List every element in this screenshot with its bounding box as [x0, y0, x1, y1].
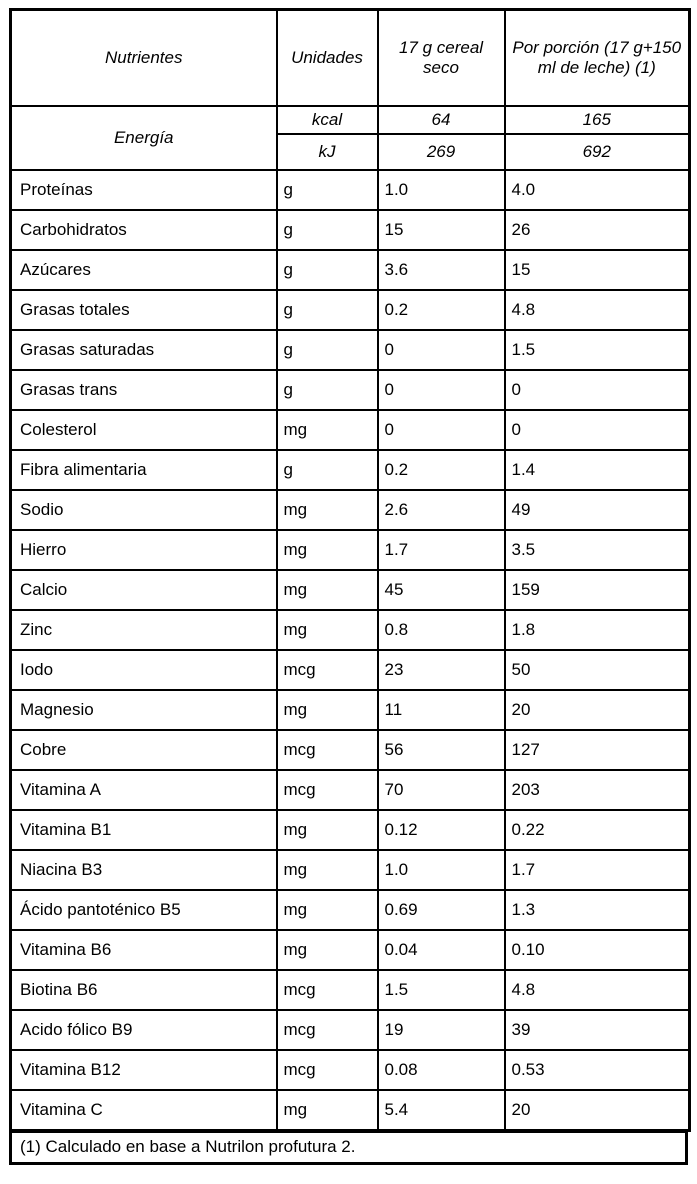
cell-portion: 4.0 — [505, 170, 690, 210]
table-row — [11, 530, 690, 570]
cell-nutrient: Zinc — [11, 610, 277, 650]
cell-unit: mg — [277, 690, 378, 730]
energy-kcal-dry: 64 — [378, 106, 505, 134]
table-row — [11, 1050, 690, 1090]
cell-unit: mg — [277, 890, 378, 930]
cell-portion: 0 — [505, 370, 690, 410]
table-row — [11, 1010, 690, 1050]
cell-unit: mcg — [277, 730, 378, 770]
cell-dry: 45 — [378, 570, 505, 610]
cell-dry: 3.6 — [378, 250, 505, 290]
cell-portion: 0.53 — [505, 1050, 690, 1090]
energy-kcal-portion: 165 — [505, 106, 690, 134]
energy-kj-dry: 269 — [378, 134, 505, 170]
cell-dry: 11 — [378, 690, 505, 730]
table-row — [11, 690, 690, 730]
table-row — [11, 450, 690, 490]
table-row — [11, 290, 690, 330]
nutrition-facts-table — [9, 8, 691, 1132]
cell-dry: 19 — [378, 1010, 505, 1050]
cell-portion: 20 — [505, 1090, 690, 1131]
energy-kj-unit: kJ — [277, 134, 378, 170]
cell-nutrient: Azúcares — [11, 250, 277, 290]
table-row — [11, 570, 690, 610]
cell-unit: g — [277, 250, 378, 290]
cell-nutrient: Magnesio — [11, 690, 277, 730]
table-row — [11, 1090, 690, 1131]
cell-nutrient: Calcio — [11, 570, 277, 610]
cell-dry: 0.2 — [378, 450, 505, 490]
cell-portion: 1.4 — [505, 450, 690, 490]
table-row — [11, 650, 690, 690]
energy-kcal-unit: kcal — [277, 106, 378, 134]
cell-portion: 159 — [505, 570, 690, 610]
cell-portion: 3.5 — [505, 530, 690, 570]
table-row — [11, 850, 690, 890]
table-row — [11, 250, 690, 290]
cell-portion: 1.5 — [505, 330, 690, 370]
cell-nutrient: Fibra alimentaria — [11, 450, 277, 490]
table-footnote: (1) Calculado en base a Nutrilon profutura 2. — [9, 1131, 688, 1165]
table-row — [11, 930, 690, 970]
cell-nutrient: Hierro — [11, 530, 277, 570]
cell-unit: g — [277, 330, 378, 370]
table-row — [11, 410, 690, 450]
cell-portion: 1.8 — [505, 610, 690, 650]
table-row — [11, 970, 690, 1010]
cell-portion: 127 — [505, 730, 690, 770]
cell-dry: 70 — [378, 770, 505, 810]
cell-unit: mcg — [277, 1010, 378, 1050]
cell-portion: 39 — [505, 1010, 690, 1050]
cell-unit: mg — [277, 930, 378, 970]
cell-dry: 1.7 — [378, 530, 505, 570]
cell-unit: mg — [277, 1090, 378, 1131]
cell-unit: mg — [277, 810, 378, 850]
cell-nutrient: Vitamina C — [11, 1090, 277, 1131]
cell-portion: 0 — [505, 410, 690, 450]
table-row — [11, 810, 690, 850]
cell-dry: 5.4 — [378, 1090, 505, 1131]
table-row — [11, 170, 690, 210]
cell-unit: mcg — [277, 1050, 378, 1090]
cell-portion: 4.8 — [505, 290, 690, 330]
cell-dry: 1.0 — [378, 170, 505, 210]
cell-dry: 0 — [378, 370, 505, 410]
cell-unit: mcg — [277, 970, 378, 1010]
cell-portion: 26 — [505, 210, 690, 250]
cell-dry: 0.08 — [378, 1050, 505, 1090]
cell-dry: 0 — [378, 410, 505, 450]
cell-dry: 0.04 — [378, 930, 505, 970]
cell-dry: 1.0 — [378, 850, 505, 890]
table-row — [11, 730, 690, 770]
cell-unit: mg — [277, 610, 378, 650]
header-unit: Unidades — [277, 10, 378, 107]
cell-unit: g — [277, 370, 378, 410]
cell-nutrient: Niacina B3 — [11, 850, 277, 890]
cell-dry: 0.2 — [378, 290, 505, 330]
cell-dry: 23 — [378, 650, 505, 690]
cell-nutrient: Acido fólico B9 — [11, 1010, 277, 1050]
cell-unit: mg — [277, 570, 378, 610]
cell-nutrient: Grasas totales — [11, 290, 277, 330]
cell-unit: mg — [277, 850, 378, 890]
table-row — [11, 890, 690, 930]
cell-unit: g — [277, 210, 378, 250]
cell-dry: 2.6 — [378, 490, 505, 530]
cell-portion: 50 — [505, 650, 690, 690]
energy-label: Energía — [11, 106, 277, 170]
cell-unit: mcg — [277, 650, 378, 690]
cell-unit: mg — [277, 490, 378, 530]
cell-unit: mg — [277, 410, 378, 450]
cell-portion: 1.7 — [505, 850, 690, 890]
cell-nutrient: Sodio — [11, 490, 277, 530]
cell-dry: 1.5 — [378, 970, 505, 1010]
cell-dry: 0.12 — [378, 810, 505, 850]
cell-portion: 4.8 — [505, 970, 690, 1010]
cell-nutrient: Cobre — [11, 730, 277, 770]
table-row-energy-kcal — [11, 106, 690, 134]
table-body — [11, 10, 690, 1131]
cell-dry: 0.8 — [378, 610, 505, 650]
header-nutrient: Nutrientes — [11, 10, 277, 107]
table-row — [11, 610, 690, 650]
cell-portion: 15 — [505, 250, 690, 290]
cell-portion: 49 — [505, 490, 690, 530]
cell-nutrient: Vitamina B1 — [11, 810, 277, 850]
cell-nutrient: Vitamina B12 — [11, 1050, 277, 1090]
cell-portion: 0.22 — [505, 810, 690, 850]
header-portion: Por porción (17 g+150 ml de leche) (1) — [505, 10, 690, 107]
cell-unit: mg — [277, 530, 378, 570]
cell-unit: mcg — [277, 770, 378, 810]
energy-kj-portion: 692 — [505, 134, 690, 170]
cell-portion: 203 — [505, 770, 690, 810]
cell-nutrient: Proteínas — [11, 170, 277, 210]
cell-portion: 1.3 — [505, 890, 690, 930]
cell-nutrient: Vitamina B6 — [11, 930, 277, 970]
cell-nutrient: Grasas saturadas — [11, 330, 277, 370]
cell-dry: 15 — [378, 210, 505, 250]
cell-nutrient: Carbohidratos — [11, 210, 277, 250]
cell-portion: 20 — [505, 690, 690, 730]
cell-nutrient: Vitamina A — [11, 770, 277, 810]
cell-nutrient: Grasas trans — [11, 370, 277, 410]
table-row — [11, 370, 690, 410]
table-header-row — [11, 10, 690, 107]
cell-unit: g — [277, 450, 378, 490]
cell-nutrient: Biotina B6 — [11, 970, 277, 1010]
cell-dry: 56 — [378, 730, 505, 770]
table-row — [11, 210, 690, 250]
table-row — [11, 770, 690, 810]
cell-nutrient: Colesterol — [11, 410, 277, 450]
cell-dry: 0.69 — [378, 890, 505, 930]
header-dry-cereal: 17 g cereal seco — [378, 10, 505, 107]
cell-portion: 0.10 — [505, 930, 690, 970]
cell-dry: 0 — [378, 330, 505, 370]
table-row — [11, 490, 690, 530]
cell-nutrient: Iodo — [11, 650, 277, 690]
table-row — [11, 330, 690, 370]
cell-nutrient: Ácido pantoténico B5 — [11, 890, 277, 930]
cell-unit: g — [277, 170, 378, 210]
cell-unit: g — [277, 290, 378, 330]
